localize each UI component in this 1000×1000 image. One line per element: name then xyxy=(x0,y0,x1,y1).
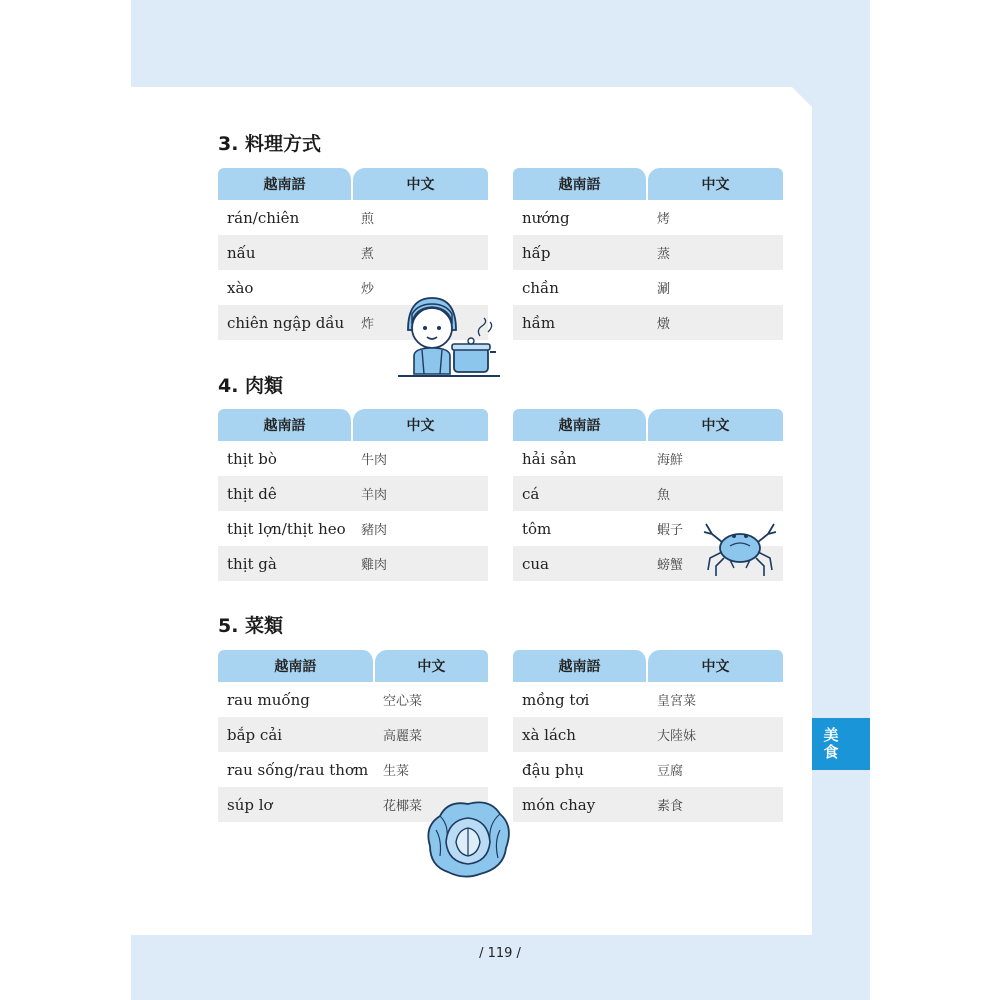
table-cooking-right xyxy=(513,168,783,340)
table-vegetables-right xyxy=(513,650,783,822)
header-chinese: 中文 xyxy=(353,168,488,200)
table-row: cá 魚 xyxy=(513,476,783,511)
section-title-vegetables: 5. 菜類 xyxy=(218,615,284,637)
header-vietnamese: 越南語 xyxy=(218,168,353,200)
table-row: thịt bò 牛肉 xyxy=(227,449,388,468)
header-chinese: 中文 xyxy=(648,409,783,441)
table-row: rau sống/rau thơm 生菜 xyxy=(227,760,410,779)
cook-illustration xyxy=(396,292,506,382)
table-header xyxy=(513,409,783,441)
table-row: rau muống 空心菜 xyxy=(227,690,423,709)
table-row: hầm 燉 xyxy=(513,305,783,340)
table-meat-left xyxy=(218,409,488,581)
header-chinese: 中文 xyxy=(648,168,783,200)
cabbage-illustration xyxy=(420,796,516,880)
table-row: tôm 蝦子 xyxy=(522,519,684,538)
table-row: thịt gà 雞肉 xyxy=(218,546,488,581)
table-header xyxy=(513,650,783,682)
table-row: đậu phụ 豆腐 xyxy=(522,760,684,779)
table-header xyxy=(218,168,488,200)
header-chinese: 中文 xyxy=(375,650,488,682)
section-title-meat: 4. 肉類 xyxy=(218,375,284,397)
page-right-band xyxy=(812,87,870,935)
header-vietnamese: 越南語 xyxy=(513,650,648,682)
page-top-band xyxy=(131,0,870,87)
table-row: bắp cải 高麗菜 xyxy=(218,717,488,752)
side-tab-food[interactable]: 美食 xyxy=(812,718,870,770)
table-row: chiên ngập dầu 炸 xyxy=(218,305,488,340)
table-row: nướng 烤 xyxy=(522,208,671,227)
table-row: xào 炒 xyxy=(227,278,375,297)
page-number: / 119 / xyxy=(479,946,521,961)
header-chinese: 中文 xyxy=(353,409,488,441)
table-row: hải sản 海鮮 xyxy=(522,449,684,468)
table-row: nấu 煮 xyxy=(218,235,488,270)
header-vietnamese: 越南語 xyxy=(513,168,648,200)
table-row: xà lách 大陸妹 xyxy=(513,717,783,752)
table-row: món chay 素食 xyxy=(513,787,783,822)
page-corner-fold xyxy=(792,87,812,107)
table-row: mồng tơi 皇宮菜 xyxy=(522,690,697,709)
crab-illustration xyxy=(700,516,780,580)
section-title-cooking: 3. 料理方式 xyxy=(218,133,322,155)
header-vietnamese: 越南語 xyxy=(218,650,375,682)
header-vietnamese: 越南語 xyxy=(513,409,648,441)
table-row: rán/chiên 煎 xyxy=(227,208,375,227)
table-row: chần 涮 xyxy=(522,278,671,297)
table-row: cua 螃蟹 xyxy=(513,546,783,581)
table-row: thịt lợn/thịt heo 豬肉 xyxy=(227,519,388,538)
table-row: thịt dê 羊肉 xyxy=(218,476,488,511)
header-chinese: 中文 xyxy=(648,650,783,682)
header-vietnamese: 越南語 xyxy=(218,409,353,441)
table-row: súp lơ 花椰菜 xyxy=(218,787,488,822)
table-header xyxy=(218,409,488,441)
table-row: hấp 蒸 xyxy=(513,235,783,270)
table-header xyxy=(513,168,783,200)
page-bottom-band xyxy=(131,935,870,1000)
table-header xyxy=(218,650,488,682)
